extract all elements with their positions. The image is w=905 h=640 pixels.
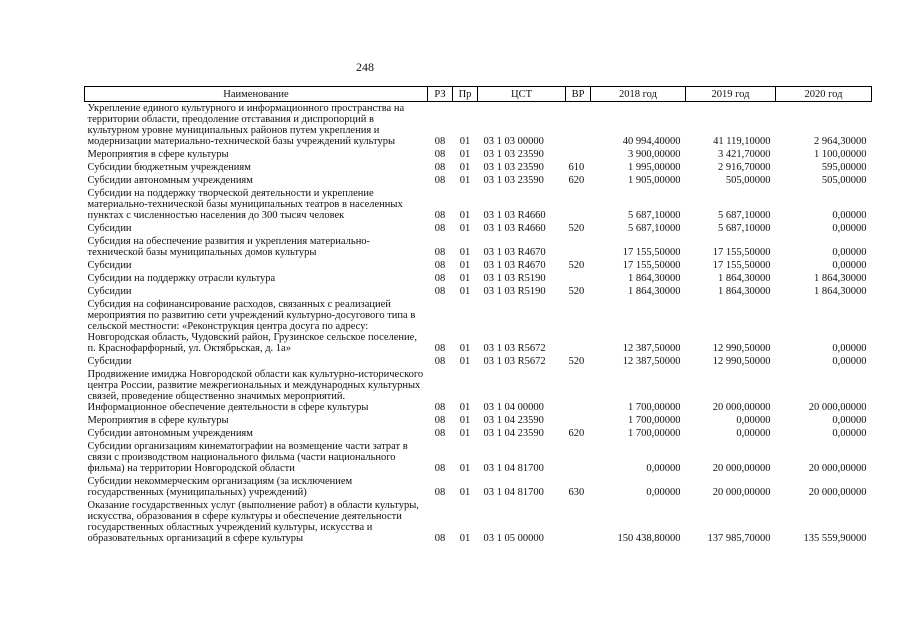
header-2020: 2020 год [776, 87, 872, 102]
cell-rz: 08 [434, 210, 446, 221]
cell-y2020: 0,00000 [832, 343, 867, 354]
cell-cst: 03 1 03 R5672 [483, 343, 546, 354]
cell-name: Мероприятия в сфере культуры [87, 149, 229, 160]
cell-name: Оказание государственных услуг (выполнение работ) в области культуры, искусства, образования в сфере культуры и обеспечение деятельности государственных областных учреждений культуры, искусства и образовательных организаций в сфере культуры [87, 500, 419, 544]
table-header-row [85, 87, 872, 102]
cell-vr [566, 187, 591, 222]
cell-pr: 01 [459, 223, 471, 234]
cell-vr [566, 440, 591, 475]
cell-y2018: 1 700,00000 [628, 402, 681, 413]
cell-y2019: 5 687,10000 [718, 223, 771, 234]
cell-y2018: 1 700,00000 [628, 428, 681, 439]
cell-y2018: 1 864,30000 [628, 273, 681, 284]
cell-y2019: 0,00000 [736, 415, 771, 426]
cell-y2019: 17 155,50000 [712, 247, 771, 258]
cell-y2020: 505,00000 [821, 175, 867, 186]
header-name: Наименование [85, 87, 428, 102]
cell-name: Субсидия на софинансирование расходов, связанных с реализацией мероприятия по развитию сети учреждений культурно-досугового типа в сельской местности: «Реконструкция центра досуга по адресу: Новгородская область, Чудовский район, Грузинское сельское поселение, п. Краснофарфорный, ул. Октябрьская, д. 1а» [87, 299, 417, 354]
cell-rz: 08 [434, 273, 446, 284]
cell-cst: 03 1 03 00000 [483, 136, 544, 147]
cell-rz: 08 [434, 428, 446, 439]
cell-cst: 03 1 03 23590 [483, 175, 544, 186]
table-row [85, 235, 872, 259]
table-row [85, 475, 872, 499]
cell-y2019: 12 990,50000 [712, 343, 771, 354]
header-pr: Пр [453, 87, 478, 102]
table-row [85, 148, 872, 161]
cell-y2019: 17 155,50000 [712, 260, 771, 271]
cell-vr [566, 102, 591, 149]
cell-rz: 08 [434, 260, 446, 271]
cell-y2018: 12 387,50000 [622, 343, 681, 354]
cell-y2019: 12 990,50000 [712, 356, 771, 367]
cell-cst: 03 1 04 23590 [483, 415, 544, 426]
cell-cst: 03 1 03 R4660 [483, 210, 546, 221]
cell-name: Субсидии [87, 286, 132, 297]
cell-y2019: 20 000,00000 [712, 463, 771, 474]
header-vr: ВР [566, 87, 591, 102]
cell-pr: 01 [459, 463, 471, 474]
cell-vr: 620 [568, 175, 585, 186]
cell-rz: 08 [434, 402, 446, 413]
cell-y2018: 5 687,10000 [628, 223, 681, 234]
cell-y2018: 3 900,00000 [628, 149, 681, 160]
cell-cst: 03 1 03 R5190 [483, 273, 546, 284]
table-row [85, 355, 872, 368]
cell-name: Субсидия на обеспечение развития и укрепления материально-технической базы муниципальных домов культуры [87, 236, 371, 258]
cell-cst: 03 1 03 23590 [483, 162, 544, 173]
cell-y2018: 40 994,40000 [622, 136, 681, 147]
cell-cst: 03 1 03 23590 [483, 149, 544, 160]
cell-y2018: 0,00000 [646, 463, 681, 474]
cell-y2020: 1 100,00000 [814, 149, 867, 160]
cell-cst: 03 1 03 R4670 [483, 247, 546, 258]
table-row [85, 499, 872, 545]
cell-name: Укрепление единого культурного и информационного пространства на территории области, преодоление отставания и диспропорций в культурном уровне муниципальных районов путем укрепления и модернизации материально-технической базы учреждений культуры [87, 103, 405, 147]
cell-vr: 520 [568, 260, 585, 271]
cell-y2019: 3 421,70000 [718, 149, 771, 160]
table-row [85, 102, 872, 149]
cell-rz: 08 [434, 343, 446, 354]
cell-y2018: 0,00000 [646, 487, 681, 498]
cell-cst: 03 1 04 23590 [483, 428, 544, 439]
cell-y2018: 12 387,50000 [622, 356, 681, 367]
cell-cst: 03 1 03 R4670 [483, 260, 546, 271]
header-2018: 2018 год [591, 87, 686, 102]
table-row [85, 174, 872, 187]
cell-name: Субсидии [87, 223, 132, 234]
cell-y2020: 1 864,30000 [814, 286, 867, 297]
cell-pr: 01 [459, 136, 471, 147]
cell-y2020: 20 000,00000 [808, 402, 867, 413]
cell-rz: 08 [434, 162, 446, 173]
cell-name: Продвижение имиджа Новгородской области как культурно-исторического центра России, развитие межрегиональных и международных культурных связей, проведение общественно значимых мероприятий. Информационное обеспечение деятельности в сфере культуры [87, 369, 424, 413]
cell-rz: 08 [434, 487, 446, 498]
table-row [85, 414, 872, 427]
cell-y2019: 5 687,10000 [718, 210, 771, 221]
cell-pr: 01 [459, 343, 471, 354]
cell-name: Субсидии [87, 356, 132, 367]
cell-y2020: 0,00000 [832, 428, 867, 439]
cell-pr: 01 [459, 428, 471, 439]
cell-name: Субсидии на поддержку творческой деятельности и укрепление материально-технической базы муниципальных театров в населенных пунктах с численностью населения до 300 тысяч человек [87, 188, 403, 221]
cell-rz: 08 [434, 415, 446, 426]
cell-y2019: 0,00000 [736, 428, 771, 439]
cell-vr [566, 298, 591, 355]
cell-cst: 03 1 04 00000 [483, 402, 544, 413]
cell-rz: 08 [434, 533, 446, 544]
cell-rz: 08 [434, 247, 446, 258]
cell-vr: 520 [568, 356, 585, 367]
cell-y2020: 20 000,00000 [808, 463, 867, 474]
cell-name: Субсидии [87, 260, 132, 271]
cell-y2018: 150 438,80000 [617, 533, 681, 544]
page-number: 248 [356, 60, 374, 74]
cell-y2019: 41 119,10000 [713, 136, 771, 147]
cell-vr [566, 414, 591, 427]
cell-cst: 03 1 03 R4660 [483, 223, 546, 234]
cell-y2019: 20 000,00000 [712, 402, 771, 413]
table-row [85, 259, 872, 272]
cell-pr: 01 [459, 415, 471, 426]
cell-pr: 01 [459, 356, 471, 367]
cell-name: Субсидии бюджетным учреждениям [87, 162, 251, 173]
cell-pr: 01 [459, 487, 471, 498]
cell-y2019: 505,00000 [725, 175, 771, 186]
cell-y2020: 0,00000 [832, 356, 867, 367]
cell-vr: 520 [568, 286, 585, 297]
budget-table [84, 86, 872, 545]
table-row [85, 187, 872, 222]
cell-vr [566, 368, 591, 414]
cell-name: Субсидии автономным учреждениям [87, 175, 253, 186]
header-cst: ЦСТ [478, 87, 566, 102]
cell-vr [566, 235, 591, 259]
cell-vr [566, 499, 591, 545]
table-row [85, 440, 872, 475]
cell-y2019: 1 864,30000 [718, 273, 771, 284]
cell-rz: 08 [434, 356, 446, 367]
cell-y2020: 0,00000 [832, 247, 867, 258]
cell-y2020: 135 559,90000 [803, 533, 867, 544]
cell-pr: 01 [459, 162, 471, 173]
cell-pr: 01 [459, 286, 471, 297]
cell-y2020: 0,00000 [832, 260, 867, 271]
cell-name: Субсидии на поддержку отрасли культура [87, 273, 276, 284]
cell-name: Мероприятия в сфере культуры [87, 415, 229, 426]
cell-y2018: 1 905,00000 [628, 175, 681, 186]
cell-pr: 01 [459, 273, 471, 284]
header-2019: 2019 год [686, 87, 776, 102]
cell-pr: 01 [459, 533, 471, 544]
table-row [85, 368, 872, 414]
cell-y2019: 137 985,70000 [707, 533, 771, 544]
cell-y2018: 1 995,00000 [628, 162, 681, 173]
cell-y2019: 1 864,30000 [718, 286, 771, 297]
header-rz: РЗ [428, 87, 453, 102]
cell-y2018: 17 155,50000 [622, 260, 681, 271]
cell-y2020: 20 000,00000 [808, 487, 867, 498]
cell-pr: 01 [459, 149, 471, 160]
cell-pr: 01 [459, 210, 471, 221]
cell-y2020: 595,00000 [821, 162, 867, 173]
cell-cst: 03 1 03 R5672 [483, 356, 546, 367]
cell-name: Субсидии автономным учреждениям [87, 428, 253, 439]
cell-name: Субсидии некоммерческим организациям (за исключением государственных (муниципальных) учреждений) [87, 476, 353, 498]
table-row [85, 222, 872, 235]
cell-y2020: 2 964,30000 [814, 136, 867, 147]
table-row [85, 427, 872, 440]
cell-y2020: 0,00000 [832, 415, 867, 426]
table-row [85, 161, 872, 174]
cell-vr [566, 272, 591, 285]
cell-vr: 620 [568, 428, 585, 439]
cell-cst: 03 1 04 81700 [483, 463, 544, 474]
cell-y2020: 0,00000 [832, 210, 867, 221]
table-row [85, 285, 872, 298]
cell-name: Субсидии организациям кинематографии на возмещение части затрат в связи с производством национального фильма (части национального фильма) на территории Новгородской области [87, 441, 408, 474]
cell-pr: 01 [459, 260, 471, 271]
table-row [85, 272, 872, 285]
cell-y2018: 5 687,10000 [628, 210, 681, 221]
cell-cst: 03 1 04 81700 [483, 487, 544, 498]
cell-rz: 08 [434, 149, 446, 160]
cell-y2020: 0,00000 [832, 223, 867, 234]
cell-y2019: 20 000,00000 [712, 487, 771, 498]
cell-y2018: 17 155,50000 [622, 247, 681, 258]
cell-rz: 08 [434, 136, 446, 147]
table-row [85, 298, 872, 355]
cell-vr: 520 [568, 223, 585, 234]
cell-pr: 01 [459, 402, 471, 413]
cell-rz: 08 [434, 223, 446, 234]
cell-y2020: 1 864,30000 [814, 273, 867, 284]
cell-rz: 08 [434, 286, 446, 297]
cell-vr [566, 148, 591, 161]
cell-pr: 01 [459, 175, 471, 186]
cell-cst: 03 1 05 00000 [483, 533, 544, 544]
cell-pr: 01 [459, 247, 471, 258]
cell-rz: 08 [434, 463, 446, 474]
cell-vr: 630 [568, 487, 585, 498]
cell-vr: 610 [568, 162, 585, 173]
cell-y2019: 2 916,70000 [718, 162, 771, 173]
cell-cst: 03 1 03 R5190 [483, 286, 546, 297]
cell-y2018: 1 700,00000 [628, 415, 681, 426]
cell-rz: 08 [434, 175, 446, 186]
cell-y2018: 1 864,30000 [628, 286, 681, 297]
